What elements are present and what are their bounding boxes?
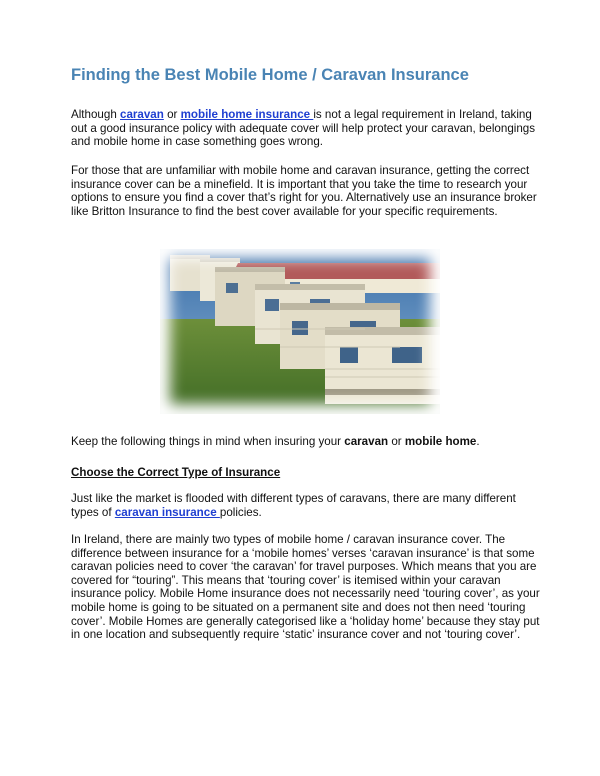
- text: is not a legal requirement in Ireland, taking out a good insurance policy with adequate cover will help protect your caravan, belongings and mobile home in case something goes wrong.: [71, 108, 536, 149]
- explanation-paragraph: In Ireland, there are mainly two types of mobile home / caravan insurance cover. The difference between insurance for a ‘mobile homes’ verses ‘caravan insurance’ is that some caravan policies need to cover ‘the caravan’ for travel purposes. Which means that you are covered for “touring”. This means that ‘touring cover’ is itemised within your caravan insurance policy. Mobile Home insurance does not necessarily need ‘touring cover’, as your mobile home is going to be situated on a permanent site and does not then need ‘touring cover’. Mobile Homes are generally categorised like a ‘holiday home’ because they stay put in one location and subsequently require ‘static’ insurance cover and not ‘touring cover’.: [71, 533, 540, 642]
- text: .: [476, 435, 480, 448]
- keep-in-mind-paragraph: [71, 435, 541, 449]
- mobile-home-insurance-link[interactable]: mobile home insurance: [180, 108, 314, 121]
- text: or: [163, 108, 181, 121]
- text: policies.: [219, 505, 262, 519]
- caravan-bold: caravan: [344, 435, 389, 448]
- text: Just like the market is flooded with different types of caravans, there are many different types of: [71, 492, 516, 519]
- section-heading: Choose the Correct Type of Insurance: [71, 466, 281, 479]
- second-paragraph: For those that are unfamiliar with mobile home and caravan insurance, getting the correct insurance cover can be a minefield. It is important that you take the time to research your options to ensure you find a cover that’s right for you. Alternatively use an insurance broker like Britton Insurance to find the best cover available for your specific requirements.: [71, 164, 537, 218]
- mobile-homes-photo: [160, 249, 440, 414]
- caravan-link[interactable]: caravan: [120, 108, 164, 121]
- page-title: Finding the Best Mobile Home / Caravan Insurance: [71, 66, 469, 84]
- types-paragraph: [71, 492, 541, 519]
- text: Although: [71, 108, 120, 121]
- intro-paragraph: [71, 108, 541, 149]
- text: or: [388, 435, 405, 448]
- mobile-home-bold: mobile home: [404, 435, 477, 448]
- caravan-insurance-link[interactable]: caravan insurance: [114, 505, 220, 519]
- text: Keep the following things in mind when insuring your: [71, 435, 345, 448]
